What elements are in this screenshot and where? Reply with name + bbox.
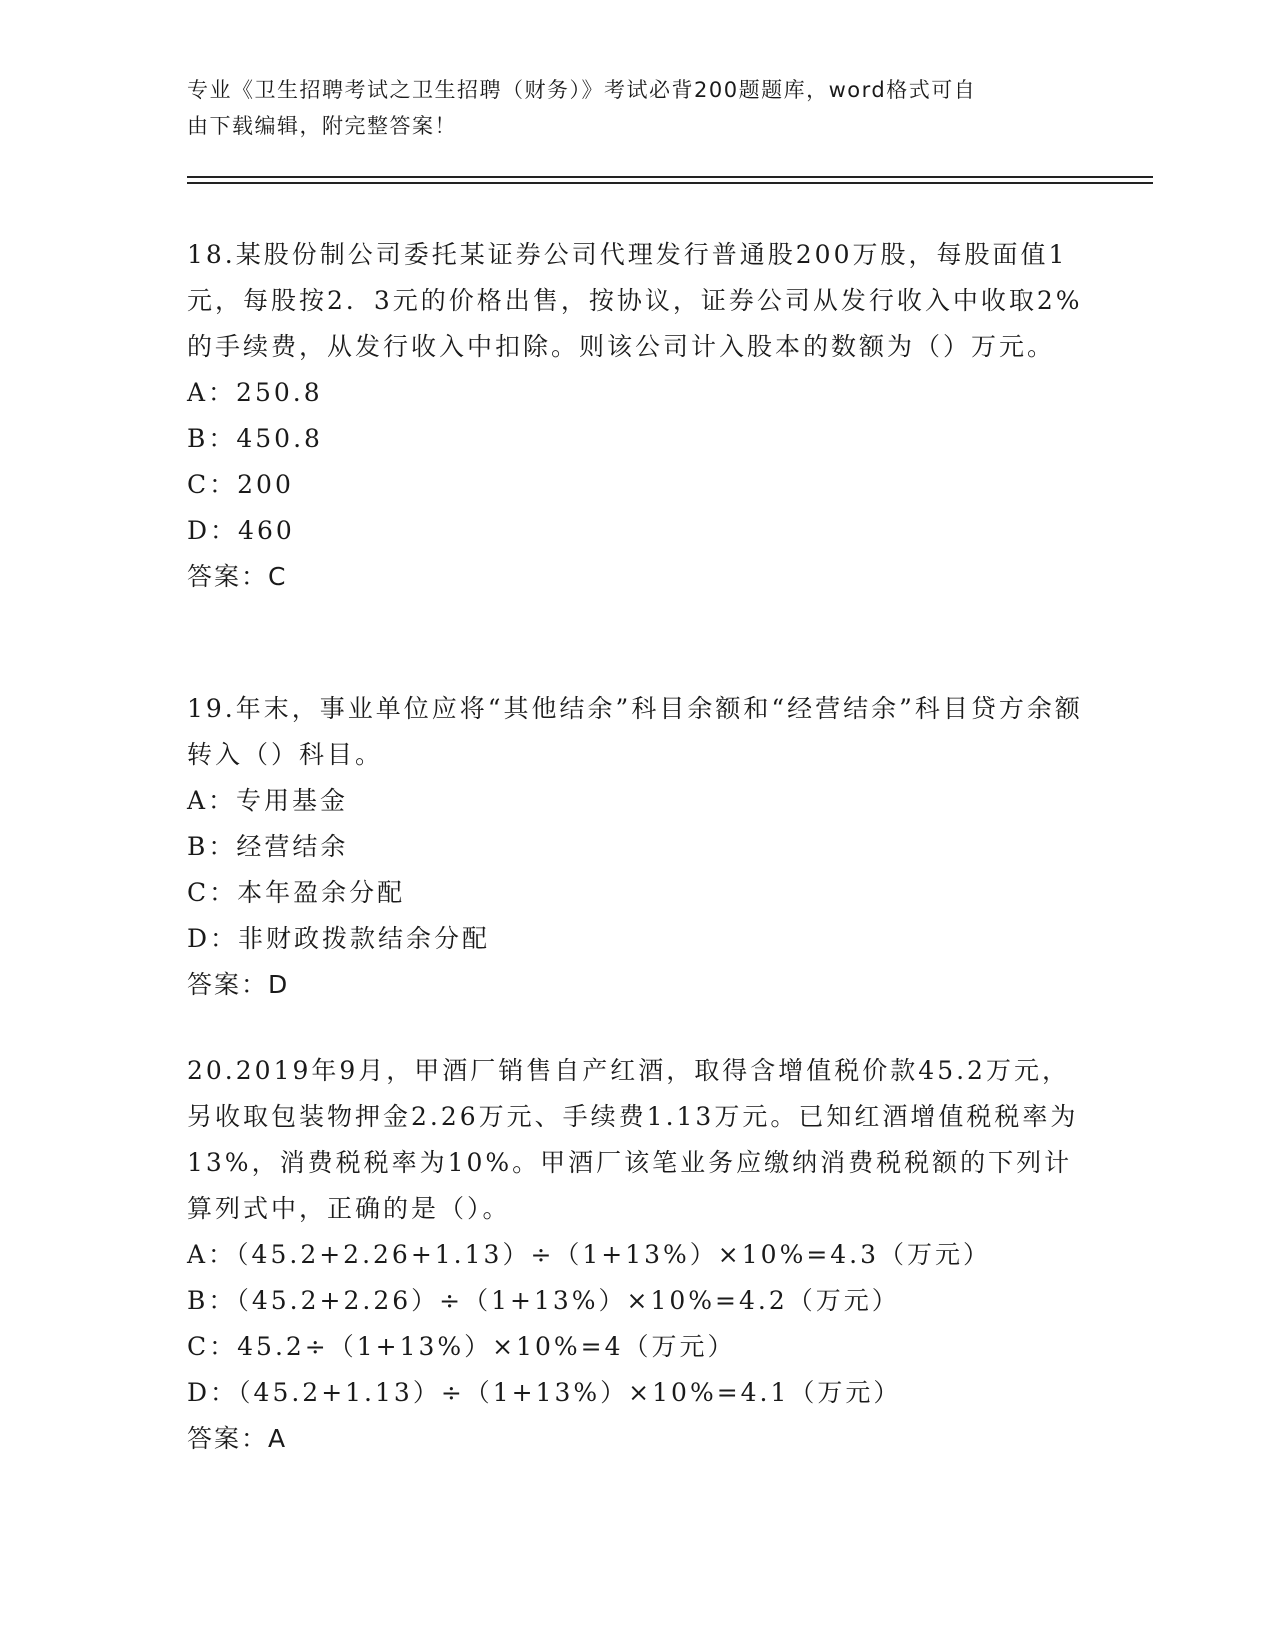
option-d: D：非财政拨款结余分配: [187, 924, 491, 953]
option-c: C：200: [187, 470, 294, 499]
question-stem: 18.某股份制公司委托某证券公司代理发行普通股200万股，每股面值1元，每股按2．3元的价格出售，按协议，证券公司从发行收入中收取2%的手续费，从发行收入中扣除。则该公司计入股本的数额为（）万元。: [187, 240, 1083, 361]
option-d: D：460: [187, 516, 295, 545]
option-b: B：经营结余: [187, 832, 349, 861]
option-c: C：45.2÷（1+13%）×10%=4（万元）: [187, 1332, 736, 1361]
header-divider-bottom: [187, 182, 1153, 184]
option-c: C：本年盈余分配: [187, 878, 406, 907]
question-18: [187, 232, 1087, 600]
question-20: [187, 1048, 1087, 1462]
option-b: B：450.8: [187, 424, 323, 453]
question-19: [187, 686, 1087, 1008]
option-a: A：250.8: [187, 378, 323, 407]
answer-label: 答案：D: [187, 970, 290, 999]
option-d: D：（45.2+1.13）÷（1+13%）×10%=4.1（万元）: [187, 1378, 902, 1407]
answer-label: 答案：C: [187, 562, 288, 591]
header-line-1: 专业《卫生招聘考试之卫生招聘（财务）》考试必背200题题库，word格式可自: [187, 78, 977, 102]
header-divider-top: [187, 176, 1153, 178]
option-a: A：专用基金: [187, 786, 349, 815]
document-header: [187, 72, 1067, 144]
header-line-2: 由下载编辑，附完整答案！: [187, 114, 457, 138]
option-b: B：（45.2+2.26）÷（1+13%）×10%=4.2（万元）: [187, 1286, 900, 1315]
question-stem: 20.2019年9月，甲酒厂销售自产红酒，取得含增值税价款45.2万元，另收取包装物押金2.26万元、手续费1.13万元。已知红酒增值税税率为13%，消费税税率为10%。甲酒厂该笔业务应缴纳消费税税额的下列计算列式中，正确的是（）。: [187, 1056, 1079, 1223]
answer-label: 答案：A: [187, 1424, 288, 1453]
question-stem: 19.年末，事业单位应将“其他结余”科目余额和“经营结余”科目贷方余额转入（）科目。: [187, 694, 1083, 769]
option-a: A：（45.2+2.26+1.13）÷（1+13%）×10%=4.3（万元）: [187, 1240, 992, 1269]
